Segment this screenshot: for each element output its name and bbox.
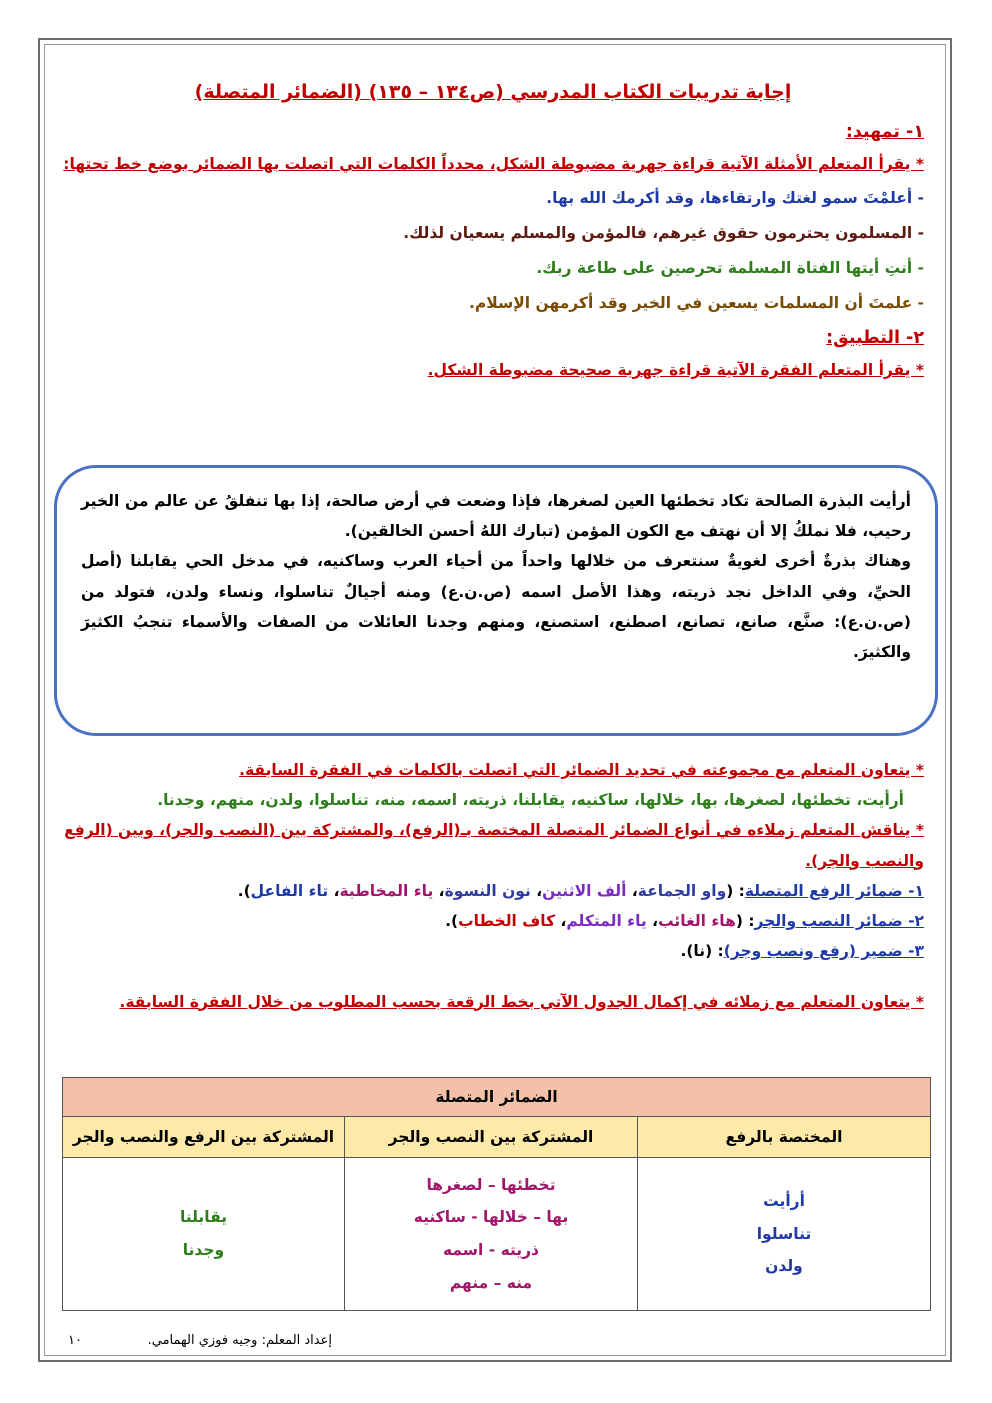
column-header-2: المشتركة بين النصب والجر xyxy=(345,1117,638,1158)
table-cell-all xyxy=(63,1158,345,1311)
line1-b: ألف الاثنين xyxy=(542,881,627,900)
cell-item: تخطئها – لصغرها xyxy=(426,1175,556,1194)
example-1: - أعلمْتَ سمو لغتك وارتقاءها، وقد أكرمك الله بها. xyxy=(546,188,924,207)
cell-item: منه – منهم xyxy=(449,1273,533,1292)
line1-close: ). xyxy=(237,881,251,900)
cell-item: ذريته - اسمه xyxy=(443,1241,539,1259)
example-2: - المسلمون يحترمون حقوق غيرهم، فالمؤمن والمسلم يسعيان لذلك. xyxy=(403,223,924,242)
paragraph-box xyxy=(54,465,938,736)
line2-c: كاف الخطاب xyxy=(458,912,556,931)
cell-item: تناسلوا xyxy=(756,1224,812,1243)
lower-content xyxy=(62,755,924,1017)
page-number: ١٠ xyxy=(68,1333,82,1348)
line3-label: ٣- ضمير (رفع ونصب وجر) xyxy=(723,942,924,961)
table-instruction: * يتعاون المتعلم مع زملائه في إكمال الجدول الآتي بخط الرقعة بحسب المطلوب من خلال الفقرة السابقة. xyxy=(119,992,924,1011)
line1-e: تاء الفاعل xyxy=(250,881,329,900)
paragraph-2: وهناك بذرةٌ أخرى لغويةٌ سنتعرف من خلالها واحداً من أحياء العرب وساكنيه، في مدخل الحي يقابلنا (أصل الحيِّ، وفي الداخل نجد ذريته، وهذا الأصل اسمه (ص.ن.ع) ومنه أجيالٌ تناسلوا، ونساء ولدن، فتولد من (ص.ن.ع): صنَّع، صانع، تصانع، اصطنع، استصنع، ومنهم وجدنا العائلات من الصفات والأسماء تنجبُ الكثيرَ والكثيرَ. xyxy=(81,552,911,662)
intro-heading: ١- تمهيد: xyxy=(845,121,924,142)
cooperate-instruction: * يتعاون المتعلم مع مجموعته في تحديد الضمائر التي اتصلت بالكلمات في الفقرة السابقة. xyxy=(239,761,924,779)
cell-item: وجدنا xyxy=(182,1241,225,1259)
column-header-3: المشتركة بين الرفع والنصب والجر xyxy=(63,1117,345,1158)
cell-item: بها – خلالها - ساكنيه xyxy=(413,1208,569,1227)
application-instruction: * يقرأ المتعلم الفقرة الآتية قراءة جهرية صحيحة مضبوطة الشكل. xyxy=(427,361,924,380)
line1-c: نون النسوة xyxy=(444,881,531,900)
line2-b: ياء المتكلم xyxy=(566,912,647,931)
cell-item: ولدن xyxy=(765,1257,803,1276)
example-3: - أنتِ أيتها الفتاة المسلمة تحرصين على طاعة ربك. xyxy=(536,258,924,277)
page-title: إجابة تدريبات الكتاب المدرسي (ص١٣٤ – ١٣٥) (الضمائر المتصلة) xyxy=(194,81,792,103)
line3-value: : (نا). xyxy=(680,942,724,961)
line1-d: ياء المخاطبة xyxy=(339,881,434,900)
line1-label: ١- ضمائر الرفع المتصلة xyxy=(744,881,924,900)
cell-item: يقابلنا xyxy=(179,1208,228,1227)
paragraph-1: أرأيت البذرة الصالحة تكاد تخطئها العين لصغرها، فإذا وضعت في أرض صالحة، إذا بها تنفلقُ عن عالم من الخير رحيب، فلا نملكُ إلا أن نهتف مع الكون المؤمن (تبارك اللهُ أحسن الخالقين). xyxy=(81,492,911,541)
table-header: الضمائر المتصلة xyxy=(63,1078,931,1117)
line2-open: : ( xyxy=(735,912,755,931)
table-cell-nasb-jar xyxy=(345,1158,638,1311)
example-4: - علمتَ أن المسلمات يسعين في الخير وقد أكرمهن الإسلام. xyxy=(469,293,924,312)
footer xyxy=(68,1333,332,1348)
application-heading: ٢- التطبيق: xyxy=(826,327,924,348)
line2-a: هاء الغائب xyxy=(658,912,736,931)
upper-content xyxy=(62,78,924,385)
cooperate-answer: أرأيت، تخطئها، لصغرها، بها، خلالها، ساكنيه، يقابلنا، ذريته، اسمه، منه، تناسلوا، ولدن، منهم، وجدنا. xyxy=(157,791,904,810)
table-cell-raf xyxy=(638,1158,931,1311)
footer-author: إعداد المعلم: وجيه فوزي الهمامي. xyxy=(147,1333,332,1348)
cell-item: أرأيت xyxy=(763,1192,805,1211)
line1-open: : ( xyxy=(726,881,745,900)
pronouns-table xyxy=(62,1077,931,1311)
column-header-1: المختصة بالرفع xyxy=(638,1117,931,1158)
line2-close: ). xyxy=(445,912,459,931)
answer-line-2: ٢- ضمائر النصب والجر: (هاء الغائب، ياء المتكلم، كاف الخطاب). xyxy=(445,912,924,931)
line2-label: ٢- ضمائر النصب والجر xyxy=(754,912,924,931)
line1-a: واو الجماعة xyxy=(637,881,727,900)
intro-instruction: * يقرأ المتعلم الأمثلة الآتية قراءة جهرية مضبوطة الشكل، محدداً الكلمات التي اتصلت بها الضمائر بوضع خط تحتها: xyxy=(63,154,924,173)
answer-line-3 xyxy=(62,936,924,966)
discuss-instruction: * يناقش المتعلم زملاءه في أنواع الضمائر المتصلة المختصة بـ(الرفع)، والمشتركة بين (النصب والجر)، وبين (الرفع والنصب والجر). xyxy=(64,821,924,870)
answer-line-1: ١- ضمائر الرفع المتصلة: (واو الجماعة، ألف الاثنين، نون النسوة، ياء المخاطبة، تاء الفاعل). xyxy=(237,881,924,900)
